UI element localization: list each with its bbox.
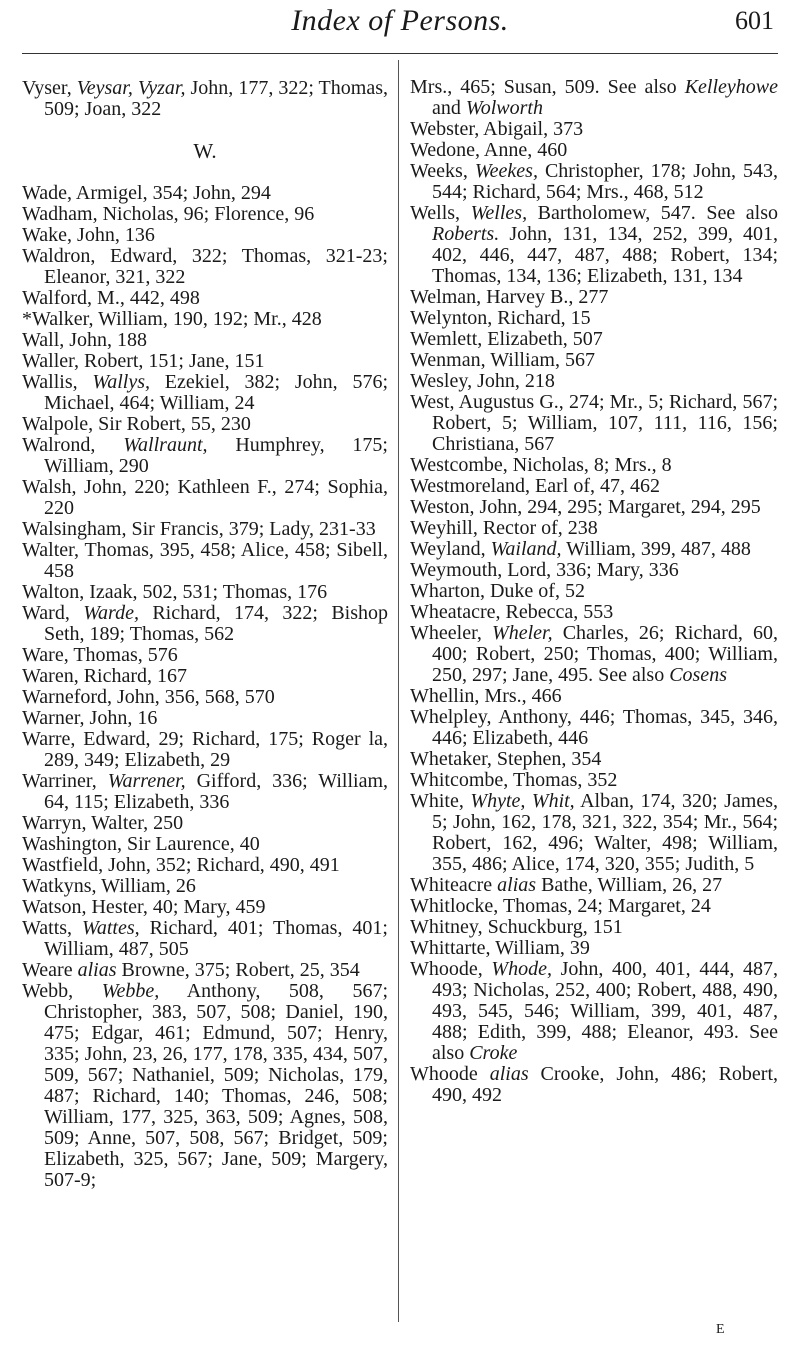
index-entry: Wheeler, Wheler, Charles, 26; Richard, 60, 400; Robert, 250; Thomas, 400; William, 250, 297; Jane, 495. See also Cosens bbox=[410, 622, 778, 686]
index-entry: Wheatacre, Rebecca, 553 bbox=[410, 601, 614, 623]
index-entry: Mrs., 465; Susan, 509. See also Kelleyhowe and Wolworth bbox=[410, 76, 778, 119]
index-entry: Weare alias Browne, 375; Robert, 25, 354 bbox=[22, 959, 360, 981]
index-entry: Whitlocke, Thomas, 24; Margaret, 24 bbox=[410, 895, 711, 917]
index-entry: Wastfield, John, 352; Richard, 490, 491 bbox=[22, 854, 340, 876]
left-top-entries bbox=[22, 78, 388, 120]
left-column bbox=[22, 78, 388, 1191]
index-entry: Westmoreland, Earl of, 47, 462 bbox=[410, 475, 660, 497]
right-entries bbox=[410, 77, 778, 1106]
index-entry: Whitcombe, Thomas, 352 bbox=[410, 769, 618, 791]
index-entry: Warner, John, 16 bbox=[22, 707, 158, 729]
index-entry: Weeks, Weekes, Christopher, 178; John, 543, 544; Richard, 564; Mrs., 468, 512 bbox=[410, 160, 778, 203]
index-entry: Weston, John, 294, 295; Margaret, 294, 295 bbox=[410, 496, 761, 518]
index-entry: Wadham, Nicholas, 96; Florence, 96 bbox=[22, 203, 315, 225]
index-entry: Walrond, Wallraunt, Humphrey, 175; William, 290 bbox=[22, 434, 388, 477]
index-entry: Watson, Hester, 40; Mary, 459 bbox=[22, 896, 266, 918]
index-entry: Watts, Wattes, Richard, 401; Thomas, 401; William, 487, 505 bbox=[22, 917, 388, 960]
index-entry: Wells, Welles, Bartholomew, 547. See also Roberts. John, 131, 134, 252, 399, 401, 402, 446, 447, 487, 488; Robert, 134; Thomas, 134, 136; Elizabeth, 131, 134 bbox=[410, 202, 778, 287]
index-entry: Wenman, William, 567 bbox=[410, 349, 595, 371]
index-entry: Whetaker, Stephen, 354 bbox=[410, 748, 602, 770]
left-entries bbox=[22, 183, 388, 1191]
index-entry: Washington, Sir Laurence, 40 bbox=[22, 833, 260, 855]
index-entry: Vyser, Veysar, Vyzar, John, 177, 322; Thomas, 509; Joan, 322 bbox=[22, 77, 388, 120]
index-entry: Weyhill, Rector of, 238 bbox=[410, 517, 598, 539]
index-entry: Wharton, Duke of, 52 bbox=[410, 580, 585, 602]
page-number: 601 bbox=[735, 6, 774, 35]
index-entry: Whelpley, Anthony, 446; Thomas, 345, 346, 446; Elizabeth, 446 bbox=[410, 706, 778, 749]
index-entry: Wedone, Anne, 460 bbox=[410, 139, 568, 161]
index-entry: Warre, Edward, 29; Richard, 175; Roger la, 289, 349; Elizabeth, 29 bbox=[22, 728, 388, 771]
index-entry: White, Whyte, Whit, Alban, 174, 320; James, 5; John, 162, 178, 321, 322, 354; Mr., 564; Robert, 162, 496; Walter, 498; William, 355, 486; Alice, 174, 320, 355; Judith, 5 bbox=[410, 790, 778, 875]
index-entry: Walford, M., 442, 498 bbox=[22, 287, 200, 309]
page-header bbox=[0, 0, 800, 56]
index-entry: Wemlett, Elizabeth, 507 bbox=[410, 328, 603, 350]
index-entry: Walter, Thomas, 395, 458; Alice, 458; Sibell, 458 bbox=[22, 539, 388, 582]
index-entry: Weyland, Wailand, William, 399, 487, 488 bbox=[410, 538, 751, 560]
section-letter: W. bbox=[193, 139, 217, 163]
index-entry: Whoode alias Crooke, John, 486; Robert, 490, 492 bbox=[410, 1063, 778, 1106]
index-entry: Wallis, Wallys, Ezekiel, 382; John, 576; Michael, 464; William, 24 bbox=[22, 371, 388, 414]
index-entry: Wake, John, 136 bbox=[22, 224, 155, 246]
index-entry: Warriner, Warrener, Gifford, 336; William, 64, 115; Elizabeth, 336 bbox=[22, 770, 388, 813]
index-entry: Warryn, Walter, 250 bbox=[22, 812, 184, 834]
index-entry: Webb, Webbe, Anthony, 508, 567; Christopher, 383, 507, 508; Daniel, 190, 475; Edgar, 461; Edmund, 507; Henry, 335; John, 23, 26, 177, 178, 335, 434, 507, 509, 567; Nathaniel, 509; Nicholas, 179, 487; Richard, 140; Thomas, 246, 508; William, 177, 325, 363, 509; Agnes, 508, 509; Anne, 507, 508, 567; Bridget, 509; Elizabeth, 325, 567; Jane, 509; Margery, 507-9; bbox=[22, 980, 389, 1191]
index-entry: Webster, Abigail, 373 bbox=[410, 118, 584, 140]
index-entry: Walsingham, Sir Francis, 379; Lady, 231-33 bbox=[22, 518, 376, 540]
index-entry: West, Augustus G., 274; Mr., 5; Richard, 567; Robert, 5; William, 107, 111, 116, 156; Christiana, 567 bbox=[410, 391, 778, 455]
index-entry: Whellin, Mrs., 466 bbox=[410, 685, 562, 707]
index-entry: Walpole, Sir Robert, 55, 230 bbox=[22, 413, 251, 435]
header-rule bbox=[22, 53, 778, 54]
index-entry: Ward, Warde, Richard, 174, 322; Bishop Seth, 189; Thomas, 562 bbox=[22, 602, 389, 645]
index-entry: Warneford, John, 356, 568, 570 bbox=[22, 686, 275, 708]
index-entry: Whiteacre alias Bathe, William, 26, 27 bbox=[410, 874, 723, 896]
index-entry: Whittarte, William, 39 bbox=[410, 937, 590, 959]
index-entry: Waren, Richard, 167 bbox=[22, 665, 187, 687]
index-entry: Waldron, Edward, 322; Thomas, 321-23; Eleanor, 321, 322 bbox=[22, 245, 388, 288]
index-entry: Walsh, John, 220; Kathleen F., 274; Sophia, 220 bbox=[22, 476, 388, 519]
index-entry: Whitney, Schuckburg, 151 bbox=[410, 916, 623, 938]
right-column bbox=[410, 77, 778, 1106]
index-entry: Welynton, Richard, 15 bbox=[410, 307, 591, 329]
running-title: Index of Persons. bbox=[291, 4, 509, 37]
column-divider bbox=[398, 60, 399, 1322]
index-entry: Wade, Armigel, 354; John, 294 bbox=[22, 182, 271, 204]
signature-mark: E bbox=[716, 1322, 726, 1337]
index-entry: Waller, Robert, 151; Jane, 151 bbox=[22, 350, 265, 372]
index-entry: Welman, Harvey B., 277 bbox=[410, 286, 609, 308]
index-entry: Ware, Thomas, 576 bbox=[22, 644, 178, 666]
index-entry: *Walker, William, 190, 192; Mr., 428 bbox=[22, 308, 322, 330]
index-entry: Westcombe, Nicholas, 8; Mrs., 8 bbox=[410, 454, 672, 476]
index-entry: Watkyns, William, 26 bbox=[22, 875, 196, 897]
index-entry: Wall, John, 188 bbox=[22, 329, 148, 351]
index-entry: Weymouth, Lord, 336; Mary, 336 bbox=[410, 559, 679, 581]
index-entry: Walton, Izaak, 502, 531; Thomas, 176 bbox=[22, 581, 328, 603]
index-entry: Whoode, Whode, John, 400, 401, 444, 487, 493; Nicholas, 252, 400; Robert, 488, 490, 493, 545, 546; William, 399, 401, 487, 488; Edith, 399, 488; Eleanor, 493. See also Croke bbox=[410, 958, 778, 1064]
index-entry: Wesley, John, 218 bbox=[410, 370, 555, 392]
